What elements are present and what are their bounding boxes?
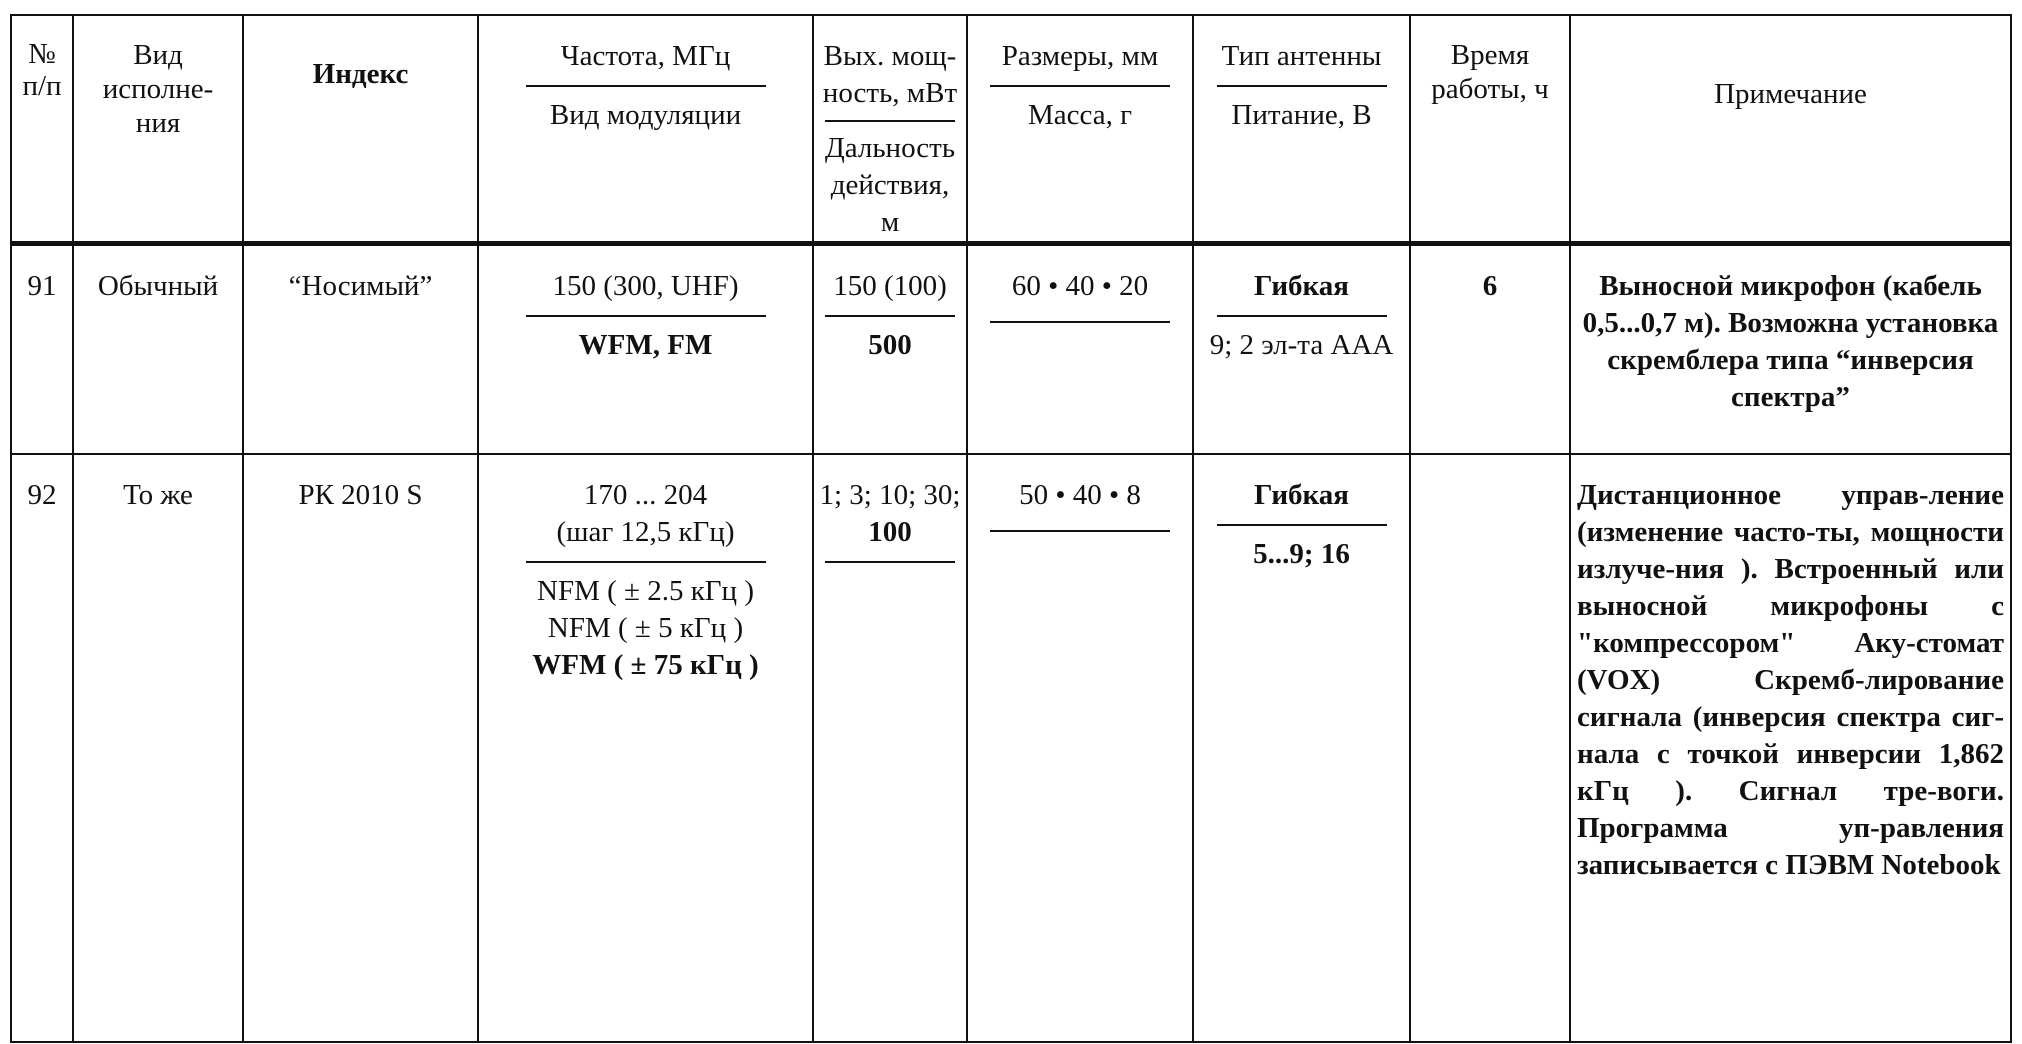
- row91-time: 6: [1410, 244, 1570, 454]
- row91-power-divider: [825, 315, 955, 317]
- row92-freq-top-2: (шаг 12,5 кГц): [556, 515, 735, 548]
- header-size: [967, 15, 1193, 244]
- header-row: [11, 15, 2011, 244]
- row91-antenna-top: Гибкая: [1253, 270, 1349, 302]
- row92-power-divider: [825, 561, 955, 563]
- table-row: [11, 244, 2011, 454]
- row92-freq-divider: [526, 561, 766, 563]
- header-size-bottom: Масса, г: [1027, 99, 1133, 131]
- row92-index: РК 2010 S: [243, 454, 478, 1042]
- row92-size-top: 50 • 40 • 8: [1019, 478, 1141, 511]
- row91-antenna-bottom: 9; 2 эл-та ААА: [1209, 329, 1394, 361]
- row92-freq-top-1: 170 ... 204: [583, 478, 708, 511]
- row92-note-cell: [1570, 454, 2011, 1042]
- row92-power-top-1: 1; 3; 10; 30;: [819, 478, 961, 511]
- header-power-bottom: Дальность действия, м: [824, 132, 956, 238]
- header-freq-divider: [526, 85, 766, 87]
- row92-note: Дистанционное управ-ление (изменение часто-ты, мощности излуче-ния ). Встроенный или выносной микрофоны с "компрессором" Аку-стомат (VOX) Скремб-лирование сигнала (инверсия спектра сиг-нала с точкой инверсии 1,862 кГц ). Сигнал тре-воги. Программа уп-равления записывается с ПЭВМ Notebook: [1577, 478, 2004, 881]
- header-freq-frac: [526, 38, 766, 134]
- header-note-text: Примечание: [1714, 78, 1867, 110]
- row92-freq: [478, 454, 813, 1042]
- row91-power-frac: [825, 268, 955, 364]
- table-row: [11, 454, 2011, 1042]
- row92-power-frac: [820, 477, 961, 573]
- row92-size: [967, 454, 1193, 1042]
- row91-type: Обычный: [73, 244, 243, 454]
- row91-power-bottom: 500: [868, 329, 912, 361]
- row92-power: [813, 454, 967, 1042]
- header-time: [1410, 15, 1570, 244]
- header-index: [243, 15, 478, 244]
- header-note: [1570, 15, 2011, 244]
- row91-freq-frac: [526, 268, 766, 364]
- spec-sheet: [10, 14, 2010, 1034]
- row91-num: 91: [11, 244, 73, 454]
- header-power-divider: [825, 120, 955, 122]
- header-power: [813, 15, 967, 244]
- header-num: [11, 15, 73, 244]
- header-size-frac: [990, 38, 1170, 134]
- header-freq-bottom: Вид модуляции: [549, 99, 742, 131]
- header-antenna-top: Тип антенны: [1221, 40, 1382, 72]
- row91-size: [967, 244, 1193, 454]
- row92-time: [1410, 454, 1570, 1042]
- row91-size-divider: [990, 321, 1170, 323]
- row92-num: 92: [11, 454, 73, 1042]
- header-freq: [478, 15, 813, 244]
- header-antenna-divider: [1217, 85, 1387, 87]
- row92-freq-bottom-1: NFM ( ± 2.5 кГц ): [537, 574, 754, 607]
- row91-power-top: 150 (100): [833, 270, 947, 302]
- row91-power: [813, 244, 967, 454]
- row91-size-top: 60 • 40 • 20: [1011, 270, 1149, 302]
- row91-freq-bottom: WFM, FM: [578, 329, 713, 361]
- header-num-text: № п/п: [22, 38, 62, 102]
- row91-index: “Носимый”: [243, 244, 478, 454]
- header-freq-top: Частота, МГц: [560, 40, 731, 72]
- spec-table: [10, 14, 2012, 1043]
- row91-antenna-frac: [1210, 268, 1394, 364]
- row91-freq-top: 150 (300, UHF): [552, 270, 739, 302]
- row92-freq-frac: [526, 477, 766, 684]
- row92-type: То же: [73, 454, 243, 1042]
- row92-antenna-bottom: 5...9; 16: [1253, 537, 1350, 570]
- row92-antenna-divider: [1217, 524, 1387, 526]
- row91-note-cell: [1570, 244, 2011, 454]
- row91-freq-divider: [526, 315, 766, 317]
- row92-antenna-frac: [1217, 477, 1387, 573]
- row91-freq: [478, 244, 813, 454]
- row92-power-top-2: 100: [868, 515, 912, 548]
- header-antenna-bottom: Питание, В: [1231, 99, 1372, 131]
- header-time-text: Время работы, ч: [1431, 39, 1549, 105]
- row91-note: Выносной микрофон (кабель 0,5...0,7 м). Возможна установка скремблера типа “инверсия спектра”: [1582, 270, 1999, 413]
- row92-freq-bottom-3: WFM ( ± 75 кГц ): [532, 648, 759, 681]
- row92-size-divider: [990, 530, 1170, 532]
- header-type: [73, 15, 243, 244]
- header-size-divider: [990, 85, 1170, 87]
- header-size-top: Размеры, мм: [1001, 40, 1159, 72]
- header-antenna: [1193, 15, 1410, 244]
- header-antenna-frac: [1217, 38, 1387, 134]
- row91-antenna-divider: [1217, 315, 1387, 317]
- row92-antenna: [1193, 454, 1410, 1042]
- header-index-text: Индекс: [312, 58, 409, 90]
- row92-freq-bottom-2: NFM ( ± 5 кГц ): [547, 611, 744, 644]
- header-power-top: Вых. мощ-ность, мВт: [822, 40, 958, 109]
- header-type-text: Вид исполне-ния: [102, 39, 214, 139]
- row91-antenna: [1193, 244, 1410, 454]
- row92-antenna-top: Гибкая: [1253, 478, 1349, 511]
